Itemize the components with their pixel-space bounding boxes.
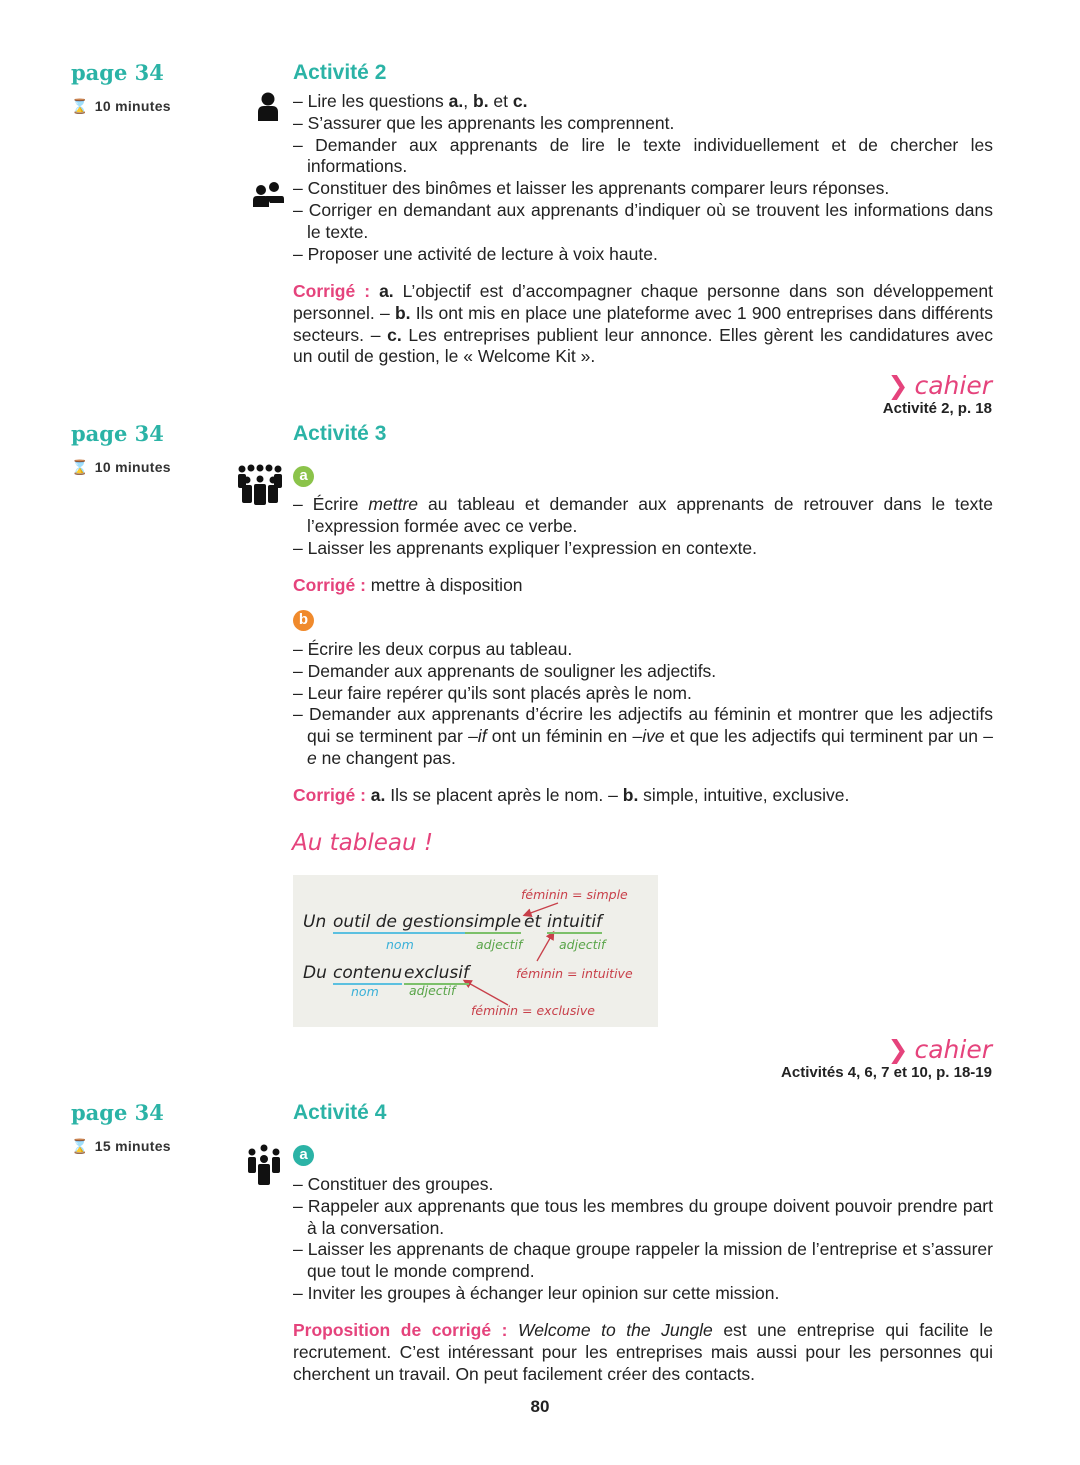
list-item xyxy=(293,200,993,244)
instruction-list xyxy=(293,1174,993,1305)
text-run: Les entreprises publient leur annonce. Elles gèrent les candidatures avec un outil de gestion, le « Welcome Kit ». xyxy=(293,324,993,367)
text-run: – Laisser les apprenants expliquer l’expression en contexte. xyxy=(293,537,758,558)
text-run: –ive xyxy=(632,726,665,747)
part-a-badge: a xyxy=(293,1145,314,1166)
text-run: – Demander aux apprenants de souligner les adjectifs. xyxy=(293,660,717,681)
note-feminine-simple: féminin = simple xyxy=(521,887,628,902)
single-person-icon xyxy=(257,92,279,122)
text-run: –e xyxy=(307,726,993,768)
page-number: 80 xyxy=(530,1397,550,1416)
page-reference: page 34 xyxy=(71,1100,164,1125)
text-run: – Demander aux apprenants de lire le texte individuellement et de chercher les informations. xyxy=(293,134,993,177)
list-item xyxy=(293,135,993,179)
part-b-badge: b xyxy=(293,610,314,631)
list-item xyxy=(293,1239,993,1283)
text-run: – Corriger en demandant aux apprenants d’indiquer où se trouvent les informations dans le texte. xyxy=(293,199,993,242)
text-run: – Inviter les groupes à échanger leur opinion sur cette mission. xyxy=(293,1282,780,1303)
adjective-underlined: intuitif xyxy=(547,912,603,932)
text-run: – Proposer une activité de lecture à voix haute. xyxy=(293,243,658,264)
list-item xyxy=(293,661,993,683)
text-run: – Écrire les deux corpus au tableau. xyxy=(293,639,573,659)
instruction-list xyxy=(293,639,993,770)
text-run: a. xyxy=(448,91,464,111)
cahier-reference: ❯ cahier Activités 4, 6, 7 et 10, p. 18-19 xyxy=(781,1035,992,1081)
text-run: – Constituer des groupes. xyxy=(293,1174,494,1194)
text-run: Ils se placent après le nom. – xyxy=(385,785,623,805)
list-item xyxy=(293,704,993,769)
class-group-icon xyxy=(236,464,284,506)
list-item xyxy=(293,538,993,560)
duration: ⌛ 15 minutes xyxy=(71,1138,171,1154)
list-item xyxy=(293,1196,993,1240)
text-run: – Rappeler aux apprenants que tous les membres du groupe doivent pouvoir prendre part à la conversation. xyxy=(293,1195,993,1238)
noun-underlined: outil de gestion xyxy=(333,912,466,932)
au-tableau-title: Au tableau ! xyxy=(292,830,434,856)
instruction-list xyxy=(293,494,993,559)
text-run: est une entreprise qui facilite le recrutement. C’est intéressant pour les entreprises mais aussi pour les personnes qui cherchent un travail. On peut facilement créer des contacts. xyxy=(293,1320,993,1384)
small-group-icon xyxy=(247,1144,281,1186)
list-item xyxy=(293,683,993,705)
list-item xyxy=(293,91,993,113)
hourglass-icon: ⌛ xyxy=(71,98,89,114)
text-run: –if xyxy=(468,726,487,747)
text-run: a. xyxy=(379,281,394,301)
text-run: , xyxy=(463,91,473,111)
text-run: L’objectif est d’accompagner chaque personne dans son développement personnel. – xyxy=(293,281,993,323)
activity-title: Activité 2 xyxy=(293,61,387,84)
list-item xyxy=(293,639,993,661)
text-run: Welcome to the Jungle xyxy=(518,1320,713,1340)
adjective-underlined: exclusif xyxy=(404,963,469,983)
text-run: et que les adjectifs qui terminent par un xyxy=(664,726,984,747)
text-run: Ils ont mis en place une plateforme avec 1 900 entreprises dans différents secteurs. – xyxy=(293,302,993,345)
answer-label: Corrigé : xyxy=(293,785,371,805)
text-run: a. xyxy=(370,785,386,805)
text-run: b. xyxy=(473,91,489,111)
text-run: au tableau et demander aux apprenants de retrouver dans le texte l’expression formée avec ce verbe. xyxy=(307,494,993,536)
adjective-underlined: simple xyxy=(465,912,522,932)
hourglass-icon: ⌛ xyxy=(71,459,89,475)
list-item xyxy=(293,113,993,135)
note-feminine-exclusive: féminin = exclusive xyxy=(471,1003,595,1018)
list-item xyxy=(293,1283,993,1305)
text-run: c. xyxy=(512,91,528,111)
text-run: – Lire les questions xyxy=(293,91,449,111)
noun-underlined: contenu xyxy=(333,963,403,983)
text-run: et xyxy=(488,91,513,111)
list-item xyxy=(293,178,993,200)
text-run: – Écrire xyxy=(293,494,369,514)
text-run: simple, intuitive, exclusive. xyxy=(638,785,850,805)
page-reference: page 34 xyxy=(71,421,164,446)
duration: ⌛ 10 minutes xyxy=(71,98,171,114)
list-item xyxy=(293,1174,993,1196)
answer-label: Corrigé : xyxy=(293,575,371,595)
text-run: b. xyxy=(622,785,639,805)
text-run: ont un féminin en xyxy=(486,726,633,747)
cahier-reference: ❯ cahier Activité 2, p. 18 xyxy=(882,371,992,417)
text-run: – Leur faire repérer qu’ils sont placés après le nom. xyxy=(293,682,692,703)
answer-key xyxy=(293,1320,993,1385)
list-item xyxy=(293,494,993,538)
text-run: ne changent pas. xyxy=(316,747,456,768)
chevron-right-icon: ❯ xyxy=(887,1035,909,1064)
text-run: – Demander aux apprenants d’écrire les adjectifs au féminin et montrer que les adjectifs qui se terminent par xyxy=(293,704,993,747)
text-run: – S’assurer que les apprenants les comprennent. xyxy=(293,112,675,133)
chevron-right-icon: ❯ xyxy=(887,371,909,400)
activity-title: Activité 4 xyxy=(293,1101,387,1124)
text-run: – Laisser les apprenants de chaque groupe rappeler la mission de l’entreprise et s’assurer que tout le monde comprend. xyxy=(293,1239,993,1282)
text-run: mettre xyxy=(368,494,419,514)
text-run: – Constituer des binômes et laisser les apprenants comparer leurs réponses. xyxy=(293,178,890,199)
note-feminine-intuitive: féminin = intuitive xyxy=(516,966,633,981)
part-a-badge: a xyxy=(293,466,314,487)
text-run: c. xyxy=(387,324,402,345)
duration: ⌛ 10 minutes xyxy=(71,459,171,475)
answer-label: Proposition de corrigé : xyxy=(293,1320,518,1340)
answer-key xyxy=(293,281,993,368)
answer-label: Corrigé : xyxy=(293,281,380,301)
activity-title: Activité 3 xyxy=(293,422,387,445)
text-run: b. xyxy=(394,302,411,323)
page-reference: page 34 xyxy=(71,60,164,85)
hourglass-icon: ⌛ xyxy=(71,1138,89,1154)
instruction-list xyxy=(293,91,993,265)
blackboard-illustration: féminin = simple Un outil de gestion simple et intuitif nom adjectif adjectif Du contenu exclusif féminin = intuitive nom adjectif féminin = exclusive xyxy=(293,875,658,1027)
list-item xyxy=(293,244,993,266)
pair-icon xyxy=(252,182,284,208)
text-run: mettre à disposition xyxy=(370,575,523,595)
answer-key xyxy=(293,575,993,597)
answer-key xyxy=(293,785,993,807)
